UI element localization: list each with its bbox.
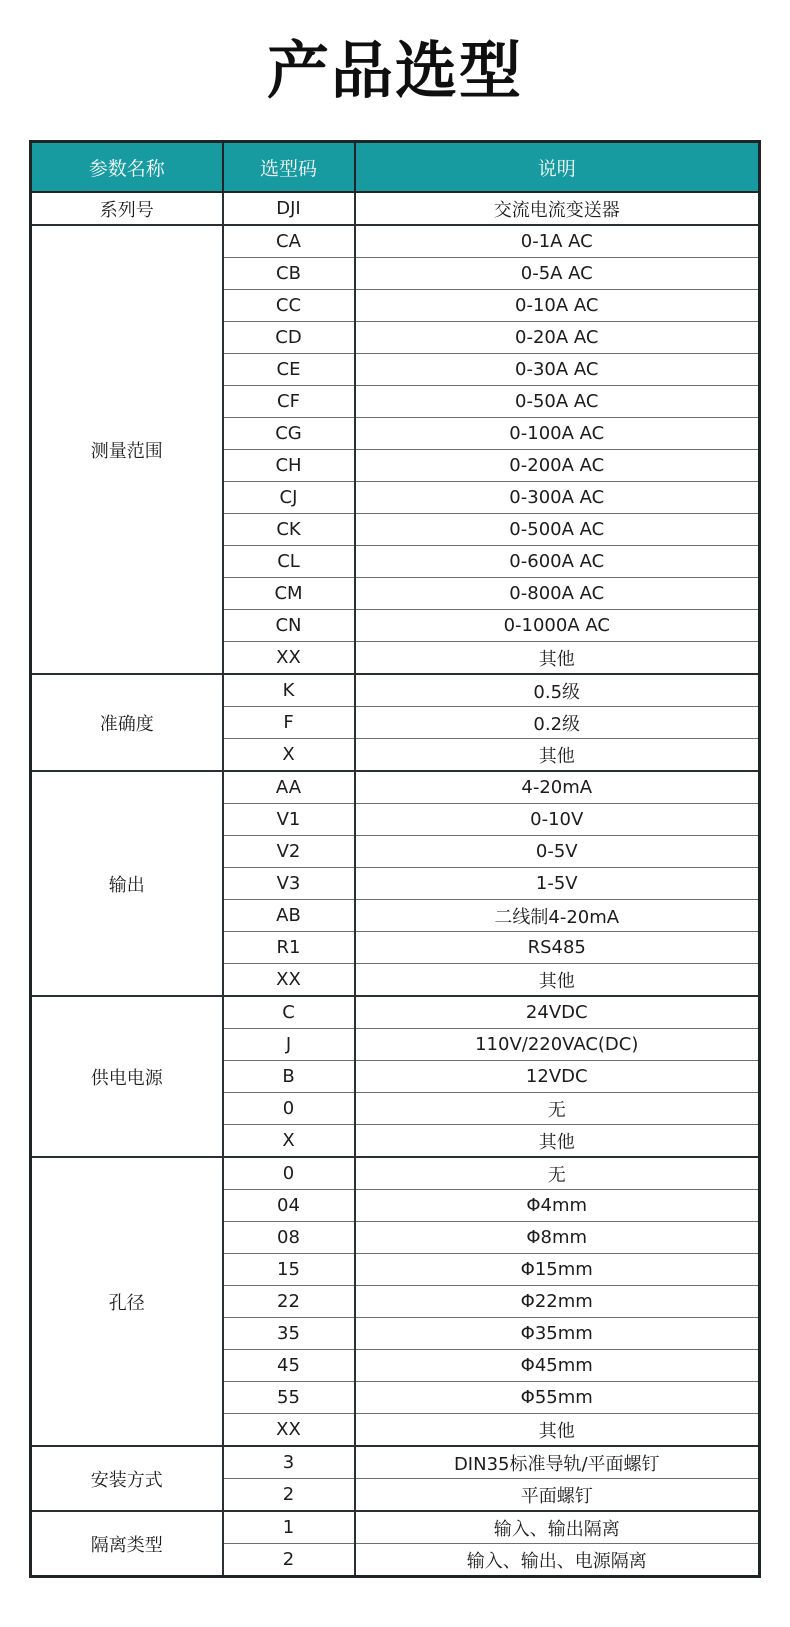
- description-cell: Φ4mm: [355, 1190, 760, 1222]
- description-cell: 0-30A AC: [355, 354, 760, 386]
- selection-code-cell: V1: [223, 804, 355, 836]
- description-cell: Φ15mm: [355, 1254, 760, 1286]
- description-cell: 其他: [355, 964, 760, 997]
- header-description: 说明: [355, 142, 760, 193]
- selection-code-cell: X: [223, 1125, 355, 1158]
- description-cell: 输入、输出隔离: [355, 1511, 760, 1544]
- selection-code-cell: 04: [223, 1190, 355, 1222]
- parameter-name-cell: 准确度: [31, 674, 223, 771]
- selection-code-cell: DJI: [223, 192, 355, 225]
- description-cell: 0-50A AC: [355, 386, 760, 418]
- description-cell: 0-200A AC: [355, 450, 760, 482]
- parameter-name-cell: 安装方式: [31, 1446, 223, 1511]
- description-cell: 1-5V: [355, 868, 760, 900]
- header-parameter-name: 参数名称: [31, 142, 223, 193]
- selection-code-cell: X: [223, 739, 355, 772]
- parameter-name-cell: 隔离类型: [31, 1511, 223, 1577]
- description-cell: 0.5级: [355, 674, 760, 707]
- selection-code-cell: 0: [223, 1157, 355, 1190]
- table-row: [31, 771, 760, 804]
- description-cell: 其他: [355, 642, 760, 675]
- selection-code-cell: CH: [223, 450, 355, 482]
- parameter-name-cell: 系列号: [31, 192, 223, 225]
- parameter-name-cell: 孔径: [31, 1157, 223, 1446]
- description-cell: 无: [355, 1093, 760, 1125]
- description-cell: 0.2级: [355, 707, 760, 739]
- selection-code-cell: V2: [223, 836, 355, 868]
- table-row: [31, 996, 760, 1029]
- parameter-name-cell: 输出: [31, 771, 223, 996]
- description-cell: 0-5V: [355, 836, 760, 868]
- description-cell: Φ22mm: [355, 1286, 760, 1318]
- selection-code-cell: CC: [223, 290, 355, 322]
- selection-code-cell: XX: [223, 1414, 355, 1447]
- description-cell: 二线制4-20mA: [355, 900, 760, 932]
- table-row: [31, 225, 760, 258]
- selection-code-cell: CB: [223, 258, 355, 290]
- description-cell: 0-800A AC: [355, 578, 760, 610]
- description-cell: 110V/220VAC(DC): [355, 1029, 760, 1061]
- page-title: 产品选型: [266, 34, 523, 107]
- selection-code-cell: B: [223, 1061, 355, 1093]
- selection-code-cell: AB: [223, 900, 355, 932]
- header-row: [31, 142, 760, 193]
- selection-code-cell: V3: [223, 868, 355, 900]
- selection-code-cell: 55: [223, 1382, 355, 1414]
- selection-code-cell: 2: [223, 1544, 355, 1577]
- selection-table: [29, 140, 761, 1578]
- selection-table-body: [31, 192, 760, 1577]
- description-cell: 0-100A AC: [355, 418, 760, 450]
- parameter-name-cell: 测量范围: [31, 225, 223, 674]
- selection-code-cell: F: [223, 707, 355, 739]
- description-cell: 0-5A AC: [355, 258, 760, 290]
- selection-code-cell: CE: [223, 354, 355, 386]
- description-cell: 0-20A AC: [355, 322, 760, 354]
- selection-code-cell: CN: [223, 610, 355, 642]
- selection-code-cell: C: [223, 996, 355, 1029]
- table-row: [31, 1446, 760, 1479]
- description-cell: Φ35mm: [355, 1318, 760, 1350]
- table-row: [31, 674, 760, 707]
- header-selection-code: 选型码: [223, 142, 355, 193]
- selection-code-cell: 45: [223, 1350, 355, 1382]
- description-cell: 24VDC: [355, 996, 760, 1029]
- selection-code-cell: CM: [223, 578, 355, 610]
- selection-code-cell: CG: [223, 418, 355, 450]
- selection-code-cell: 15: [223, 1254, 355, 1286]
- description-cell: 无: [355, 1157, 760, 1190]
- selection-code-cell: CA: [223, 225, 355, 258]
- table-row: [31, 192, 760, 225]
- description-cell: 0-600A AC: [355, 546, 760, 578]
- selection-code-cell: CL: [223, 546, 355, 578]
- selection-code-cell: R1: [223, 932, 355, 964]
- description-cell: 平面螺钉: [355, 1479, 760, 1512]
- selection-code-cell: K: [223, 674, 355, 707]
- description-cell: DIN35标准导轨/平面螺钉: [355, 1446, 760, 1479]
- selection-code-cell: 0: [223, 1093, 355, 1125]
- selection-code-cell: XX: [223, 964, 355, 997]
- description-cell: 其他: [355, 739, 760, 772]
- selection-code-cell: 22: [223, 1286, 355, 1318]
- description-cell: 0-1000A AC: [355, 610, 760, 642]
- selection-code-cell: CK: [223, 514, 355, 546]
- description-cell: 0-10V: [355, 804, 760, 836]
- selection-code-cell: AA: [223, 771, 355, 804]
- description-cell: Φ55mm: [355, 1382, 760, 1414]
- selection-code-cell: 1: [223, 1511, 355, 1544]
- selection-code-cell: CF: [223, 386, 355, 418]
- description-cell: Φ45mm: [355, 1350, 760, 1382]
- description-cell: 0-500A AC: [355, 514, 760, 546]
- description-cell: 0-300A AC: [355, 482, 760, 514]
- description-cell: RS485: [355, 932, 760, 964]
- selection-code-cell: 2: [223, 1479, 355, 1512]
- selection-table-header: [31, 142, 760, 193]
- table-row: [31, 1511, 760, 1544]
- selection-code-cell: CJ: [223, 482, 355, 514]
- description-cell: 交流电流变送器: [355, 192, 760, 225]
- parameter-name-cell: 供电电源: [31, 996, 223, 1157]
- selection-code-cell: XX: [223, 642, 355, 675]
- description-cell: 输入、输出、电源隔离: [355, 1544, 760, 1577]
- selection-code-cell: 08: [223, 1222, 355, 1254]
- description-cell: 4-20mA: [355, 771, 760, 804]
- description-cell: 0-1A AC: [355, 225, 760, 258]
- selection-code-cell: 35: [223, 1318, 355, 1350]
- description-cell: Φ8mm: [355, 1222, 760, 1254]
- description-cell: 0-10A AC: [355, 290, 760, 322]
- selection-code-cell: CD: [223, 322, 355, 354]
- table-row: [31, 1157, 760, 1190]
- description-cell: 其他: [355, 1125, 760, 1158]
- selection-code-cell: J: [223, 1029, 355, 1061]
- description-cell: 12VDC: [355, 1061, 760, 1093]
- selection-code-cell: 3: [223, 1446, 355, 1479]
- description-cell: 其他: [355, 1414, 760, 1447]
